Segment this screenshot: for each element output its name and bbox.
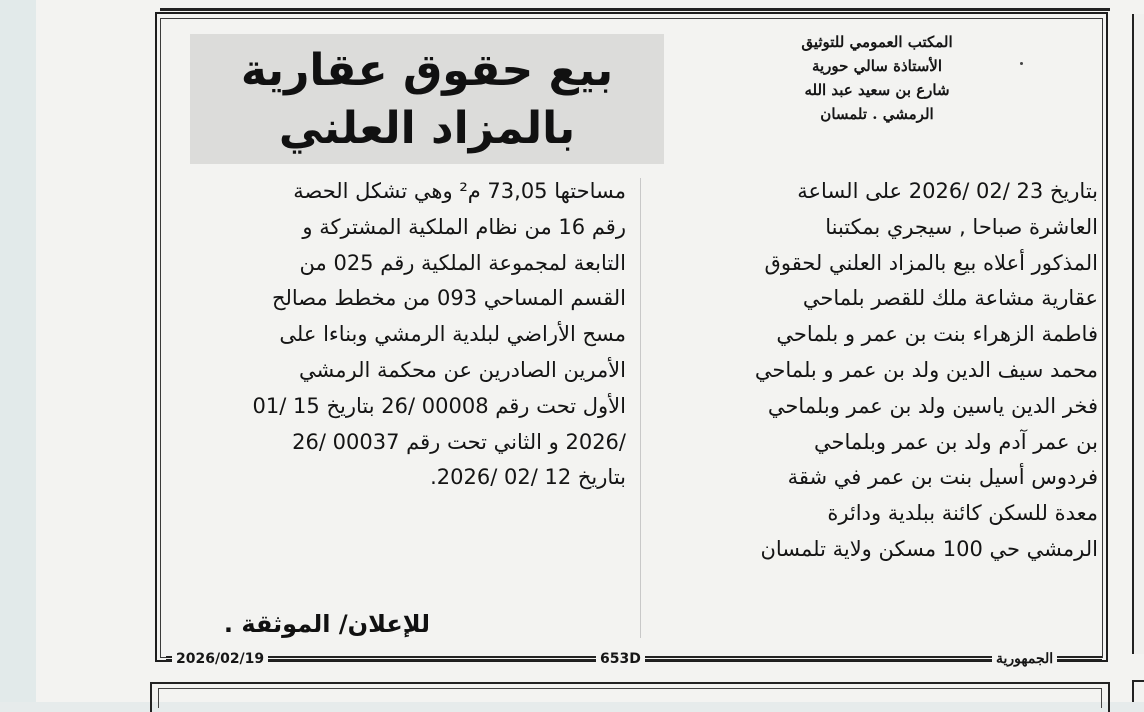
body-line: بن عمر آدم ولد بن عمر وبلماحي [814,429,1098,454]
body-line: القسم المساحي 093 من مخطط مصالح [271,286,626,311]
body-line: مسح الأراضي لبلدية الرمشي وبناءا على [279,322,626,347]
body-line: بتاريخ 12 /02 /2026. [430,465,626,490]
notice-headline [190,34,664,164]
body-line: /2026 و الثاني تحت رقم 00037 /26 [292,429,626,454]
page-left-margin [0,0,37,702]
body-line: الأمرين الصادرين عن محكمة الرمشي [299,357,626,382]
adjacent-box-edge [1132,680,1144,702]
next-notice-frame-inner [158,688,1102,708]
office-line-2: الأستاذة سالي حورية [811,57,943,75]
notice-body-left-column [170,174,626,496]
headline-line-2: بالمزاد العلني [278,103,576,154]
footer-paper-name: الجمهورية [992,652,1057,666]
headline-line-1: بيع حقوق عقارية [240,45,614,96]
footer-code: 653D [596,652,645,666]
body-line: فخر الدين ياسين ولد بن عمر وبلماحي [767,393,1098,418]
office-line-3: شارع بن سعيد عبد الله [804,81,950,99]
body-line: رقم 16 من نظام الملكية المشتركة و [302,214,626,239]
column-divider [640,178,641,638]
notary-office-block [772,30,982,126]
adjacent-column-edge [1132,14,1144,654]
office-line-1: المكتب العمومي للتوثيق [801,33,953,51]
body-line: الأول تحت رقم 00008 /26 بتاريخ 15 /01 [252,393,626,418]
top-rule [160,8,1110,11]
body-line: معدة للسكن كائنة ببلدية ودائرة [827,501,1098,526]
body-line: عقارية مشاعة ملك للقصر بلماحي [802,286,1098,311]
notice-body-right-column [650,174,1098,568]
body-line: محمد سيف الدين ولد بن عمر و بلماحي [754,357,1098,382]
footer-date: 2026/02/19 [172,652,268,666]
body-line: الرمشي حي 100 مسكن ولاية تلمسان [760,536,1098,561]
body-line: فاطمة الزهراء بنت بن عمر و بلماحي [776,322,1098,347]
page-footer [166,652,1102,666]
body-line: فردوس أسيل بنت بن عمر في شقة [787,465,1098,490]
body-line: التابعة لمجموعة الملكية رقم 025 من [299,250,626,275]
body-line: العاشرة صباحا , سيجري بمكتبنا [825,214,1098,239]
office-line-4: الرمشي . تلمسان [820,105,934,123]
body-line: المذكور أعلاه بيع بالمزاد العلني لحقوق [764,250,1098,275]
notice-signature: للإعلان/ الموثقة . [223,610,430,638]
body-line: بتاريخ 23 /02 /2026 على الساعة [797,179,1098,203]
body-line: مساحتها 73,05 م² وهي تشكل الحصة [293,179,626,203]
print-speck [1020,62,1023,65]
